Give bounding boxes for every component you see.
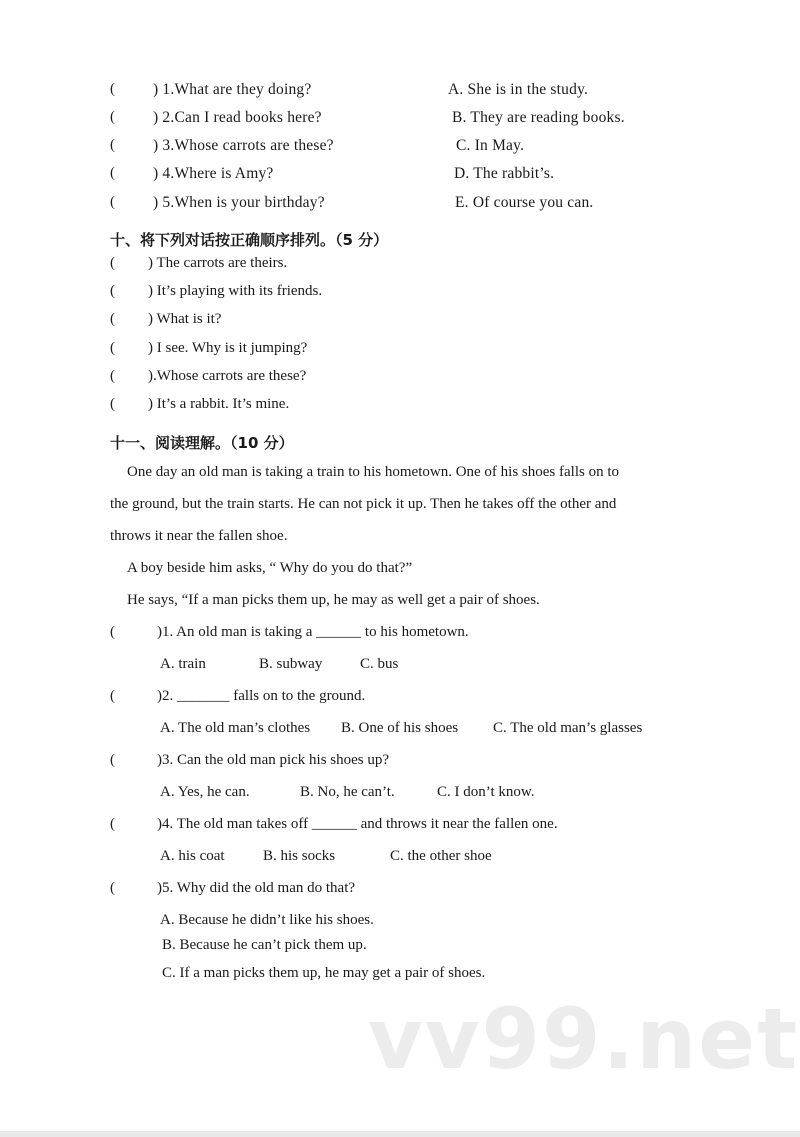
watermark: vv99.net	[368, 990, 800, 1088]
dialogue-line: ) The carrots are theirs.	[148, 255, 288, 271]
page-bottom-edge	[0, 1131, 800, 1137]
dialogue-line: ) It’s a rabbit. It’s mine.	[148, 396, 290, 412]
dialogue-line: ) What is it?	[148, 311, 222, 327]
answer-paren: (	[110, 255, 115, 271]
matching-answer: B. They are reading books.	[452, 109, 625, 126]
answer-paren: (	[110, 283, 115, 299]
matching-answer: E. Of course you can.	[455, 194, 594, 211]
option-a: A. train	[160, 656, 206, 672]
answer-paren: (	[110, 340, 115, 356]
answer-paren: (	[110, 311, 115, 327]
question-text: )4. The old man takes off ______ and throws it near the fallen one.	[157, 816, 558, 832]
answer-paren: (	[110, 624, 115, 640]
option-a: A. Yes, he can.	[160, 784, 250, 800]
answer-paren: (	[110, 368, 115, 384]
matching-question: ) 2.Can I read books here?	[153, 109, 322, 126]
answer-paren: (	[110, 396, 115, 412]
option-b: B. his socks	[263, 848, 336, 864]
answer-paren: (	[110, 165, 115, 181]
option-c: C. the other shoe	[390, 848, 492, 864]
option-b: B. No, he can’t.	[300, 784, 395, 800]
option-a: A. The old man’s clothes	[160, 720, 311, 736]
passage-line: the ground, but the train starts. He can not pick it up. Then he takes off the other and	[110, 496, 617, 512]
option-b: B. One of his shoes	[341, 720, 459, 736]
question-text: )5. Why did the old man do that?	[157, 880, 356, 896]
passage-line: One day an old man is taking a train to his hometown. One of his shoes falls on to	[127, 464, 620, 480]
option-b: B. Because he can’t pick them up.	[162, 937, 367, 953]
answer-paren: (	[110, 880, 115, 896]
option-a: A. Because he didn’t like his shoes.	[160, 912, 374, 928]
option-c: C. I don’t know.	[437, 784, 535, 800]
option-a: A. his coat	[160, 848, 225, 864]
matching-answer: D. The rabbit’s.	[454, 165, 555, 182]
passage-line: throws it near the fallen shoe.	[110, 528, 288, 544]
option-c: C. The old man’s glasses	[493, 720, 643, 736]
answer-paren: (	[110, 109, 115, 125]
option-b: B. subway	[259, 656, 323, 672]
dialogue-line: ) It’s playing with its friends.	[148, 283, 323, 299]
passage-line: He says, “If a man picks them up, he may as well get a pair of shoes.	[127, 592, 540, 608]
option-c: C. bus	[360, 656, 399, 672]
answer-paren: (	[110, 816, 115, 832]
section-heading: 十、将下列对话按正确顺序排列。（5 分）	[110, 231, 389, 249]
matching-question: ) 3.Whose carrots are these?	[153, 137, 334, 154]
matching-answer: C. In May.	[456, 137, 525, 154]
answer-paren: (	[110, 688, 115, 704]
passage-line: A boy beside him asks, “ Why do you do that?”	[127, 560, 413, 576]
matching-question: ) 4.Where is Amy?	[153, 165, 274, 182]
question-text: )2. _______ falls on to the ground.	[157, 688, 366, 704]
dialogue-line: ).Whose carrots are these?	[148, 368, 307, 384]
answer-paren: (	[110, 137, 115, 153]
answer-paren: (	[110, 194, 115, 210]
matching-answer: A. She is in the study.	[448, 81, 589, 98]
question-text: )3. Can the old man pick his shoes up?	[157, 752, 390, 768]
answer-paren: (	[110, 81, 115, 97]
section-heading: 十一、阅读理解。（10 分）	[110, 434, 294, 452]
question-text: )1. An old man is taking a ______ to his hometown.	[157, 624, 469, 640]
answer-paren: (	[110, 752, 115, 768]
dialogue-line: ) I see. Why is it jumping?	[148, 340, 308, 356]
matching-question: ) 5.When is your birthday?	[153, 194, 325, 211]
option-c: C. If a man picks them up, he may get a pair of shoes.	[162, 965, 486, 981]
matching-question: ) 1.What are they doing?	[153, 81, 312, 98]
